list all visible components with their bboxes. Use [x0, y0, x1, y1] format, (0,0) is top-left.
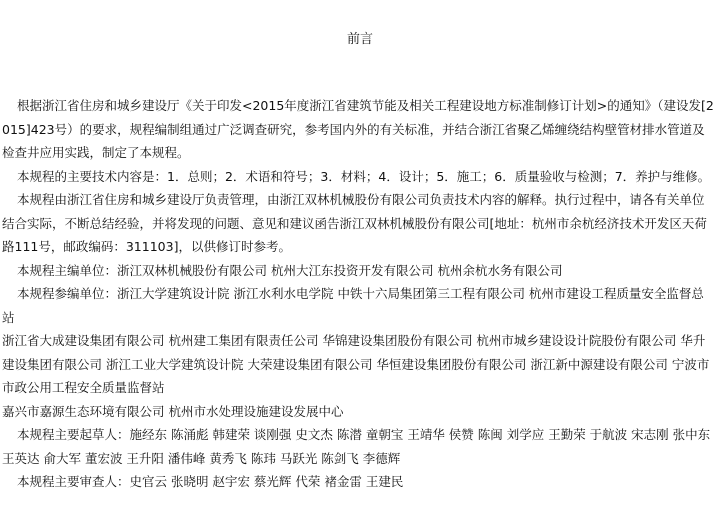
- paragraph-management: 本规程由浙江省住房和城乡建设厅负责管理，由浙江双林机械股份有限公司负责技术内容的解释。执行过程中，请各有关单位结合实际，不断总结经验，并将发现的问题、意见和建议函告浙江双林机械股份有限公司[地址：杭州市余杭经济技术开发区天荷路111号，邮政编码：311103]，以供修订时参考。: [2, 192, 707, 254]
- paragraph-participating-units-cont: 浙江省大成建设集团有限公司 杭州建工集团有限责任公司 华锦建设集团股份有限公司 杭州市城乡建设设计院股份有限公司 华升建设集团有限公司 浙江工业大学建筑设计院 大荣建设集团有限公司 华恒建设集团股份有限公司 浙江新中源建设有限公司 宁波市市政公用工程安全质量监督站: [2, 333, 710, 395]
- paragraph-main-content: 本规程的主要技术内容是：1．总则；2．术语和符号；3．材料；4．设计；5．施工；6．质量验收与检测；7．养护与维修。: [17, 168, 711, 184]
- document-body: [2, 94, 716, 494]
- paragraph-drafters: 本规程主要起草人：施经东 陈涌彪 韩建荣 谈刚强 史文杰 陈潜 童朝宝 王靖华 侯赞 陈闽 刘学应 王勤荣 于航波 宋志刚 张中东 王英达 俞大军 董宏波 王升阳 潘伟峰 黄秀飞 陈玮 马跃光 陈剑飞 李德辉: [2, 427, 711, 466]
- paragraph-chief-editors: 本规程主编单位：浙江双林机械股份有限公司 杭州大江东投资开发有限公司 杭州余杭水务有限公司: [17, 262, 563, 278]
- paragraph-basis: 根据浙江省住房和城乡建设厅《关于印发<2015年度浙江省建筑节能及相关工程建设地方标准制修订计划>的通知》（建设发[2015]423号）的要求，规程编制组通过广泛调查研究，参考国内外的有关标准，并结合浙江省聚乙烯缠绕结构壁管材排水管道及检查井应用实践，制定了本规程。: [2, 98, 714, 160]
- paragraph-participating-units-cont2: 嘉兴市嘉源生态环境有限公司 杭州市水处理设施建设发展中心: [2, 403, 344, 419]
- paragraph-reviewers: 本规程主要审查人：史官云 张晓明 赵宇宏 蔡光辉 代荣 褚金雷 王建民: [17, 474, 404, 489]
- paragraph-participating-units: 本规程参编单位：浙江大学建筑设计院 浙江水利水电学院 中铁十六局集团第三工程有限公司 杭州市建设工程质量安全监督总站: [2, 286, 704, 325]
- page-title: 前言: [346, 32, 373, 47]
